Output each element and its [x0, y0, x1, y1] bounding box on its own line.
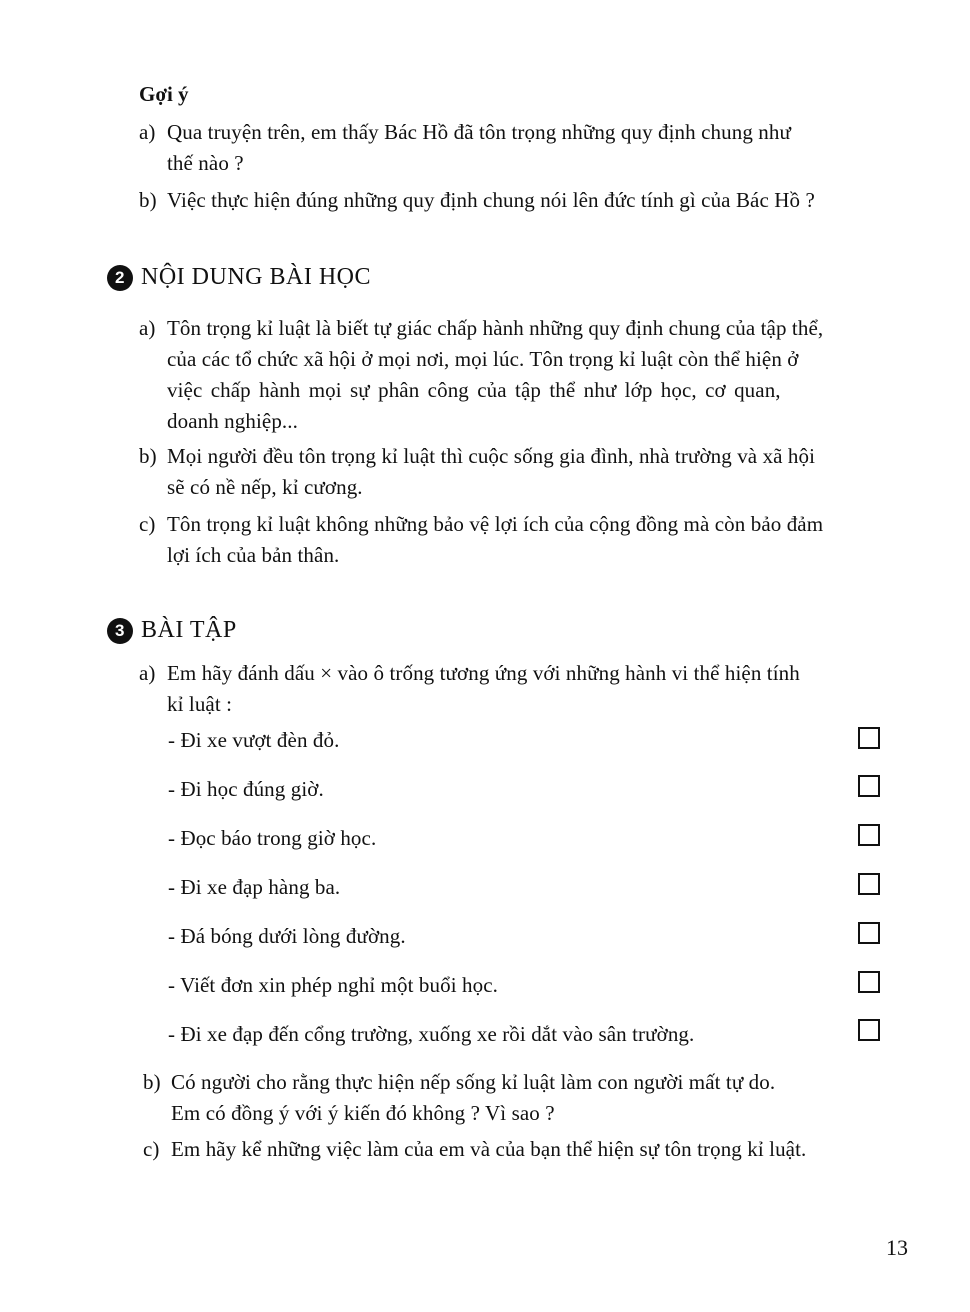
exercise-a-line1: Em hãy đánh dấu × vào ô trống tương ứng với những hành vi thể hiện tính [167, 661, 800, 685]
section-3-heading [107, 617, 237, 644]
behavior-item: - Viết đơn xin phép nghỉ một buổi học. [168, 973, 498, 997]
section-2-title: NỘI DUNG BÀI HỌC [141, 264, 371, 290]
behavior-checkbox-7[interactable] [858, 1019, 880, 1041]
lesson-item-b [139, 441, 909, 503]
hint-question-a [139, 117, 909, 148]
behavior-item: - Đá bóng dưới lòng đường. [168, 924, 406, 948]
behavior-item: - Đi xe đạp đến cổng trường, xuống xe rồi dắt vào sân trường. [168, 1022, 695, 1046]
lesson-a-line4: doanh nghiệp... [167, 409, 298, 433]
hint-b-label: b) [139, 188, 157, 212]
behavior-checkbox-4[interactable] [858, 873, 880, 895]
hint-question-b [139, 185, 909, 216]
page-number: 13 [886, 1235, 908, 1260]
section-3-title: BÀI TẬP [141, 617, 237, 643]
lesson-a-line2: của các tổ chức xã hội ở mọi nơi, mọi lúc. Tôn trọng kỉ luật còn thể hiện ở [167, 347, 799, 371]
behavior-checkbox-1[interactable] [858, 727, 880, 749]
exercise-c-label: c) [143, 1137, 160, 1161]
behavior-item: - Đọc báo trong giờ học. [168, 826, 377, 850]
exercise-c-line1: Em hãy kể những việc làm của em và của bạn thể hiện sự tôn trọng kỉ luật. [171, 1137, 807, 1161]
lesson-b-line1: Mọi người đều tôn trọng kỉ luật thì cuộc sống gia đình, nhà trường và xã hội [167, 444, 816, 468]
exercise-b [143, 1067, 913, 1129]
behavior-checkbox-2[interactable] [858, 775, 880, 797]
lesson-c-label: c) [139, 512, 156, 536]
exercise-b-label: b) [143, 1070, 161, 1094]
section-3-number-badge: 3 [107, 618, 133, 644]
exercise-b-line1: Có người cho rằng thực hiện nếp sống kỉ luật làm con người mất tự do. [171, 1070, 776, 1094]
lesson-a-line3: việc chấp hành mọi sự phân công của tập thể như lớp học, cơ quan, [167, 378, 781, 402]
exercise-a-label: a) [139, 661, 156, 685]
exercise-b-line2: Em có đồng ý với ý kiến đó không ? Vì sao ? [171, 1101, 555, 1125]
lesson-a-line1: Tôn trọng kỉ luật là biết tự giác chấp hành những quy định chung của tập thể, [167, 316, 824, 340]
hint-b-line1: Việc thực hiện đúng những quy định chung nói lên đức tính gì của Bác Hồ ? [167, 188, 815, 212]
lesson-b-line2: sẽ có nề nếp, kỉ cương. [167, 475, 363, 499]
section-2-number-badge: 2 [107, 265, 133, 291]
behavior-item: - Đi học đúng giờ. [168, 777, 324, 801]
behavior-item: - Đi xe vượt đèn đỏ. [168, 728, 340, 752]
lesson-c-line2: lợi ích của bản thân. [167, 543, 340, 567]
hint-title: Gợi ý [139, 82, 189, 106]
exercise-a [139, 658, 909, 720]
exercise-a-line2: kỉ luật : [167, 692, 233, 716]
lesson-a-label: a) [139, 316, 156, 340]
hint-a-line2: thế nào ? [167, 151, 244, 175]
behavior-checkbox-6[interactable] [858, 971, 880, 993]
lesson-item-c [139, 509, 909, 571]
lesson-item-a [139, 313, 909, 437]
lesson-c-line1: Tôn trọng kỉ luật không những bảo vệ lợi ích của cộng đồng mà còn bảo đảm [167, 512, 824, 536]
exercise-c [143, 1134, 913, 1165]
section-2-heading [107, 264, 371, 291]
behavior-checkbox-3[interactable] [858, 824, 880, 846]
behavior-item: - Đi xe đạp hàng ba. [168, 875, 341, 899]
behavior-checkbox-5[interactable] [858, 922, 880, 944]
hint-a-line1: Qua truyện trên, em thấy Bác Hồ đã tôn trọng những quy định chung như [167, 120, 791, 144]
hint-a-label: a) [139, 120, 156, 144]
lesson-b-label: b) [139, 444, 157, 468]
